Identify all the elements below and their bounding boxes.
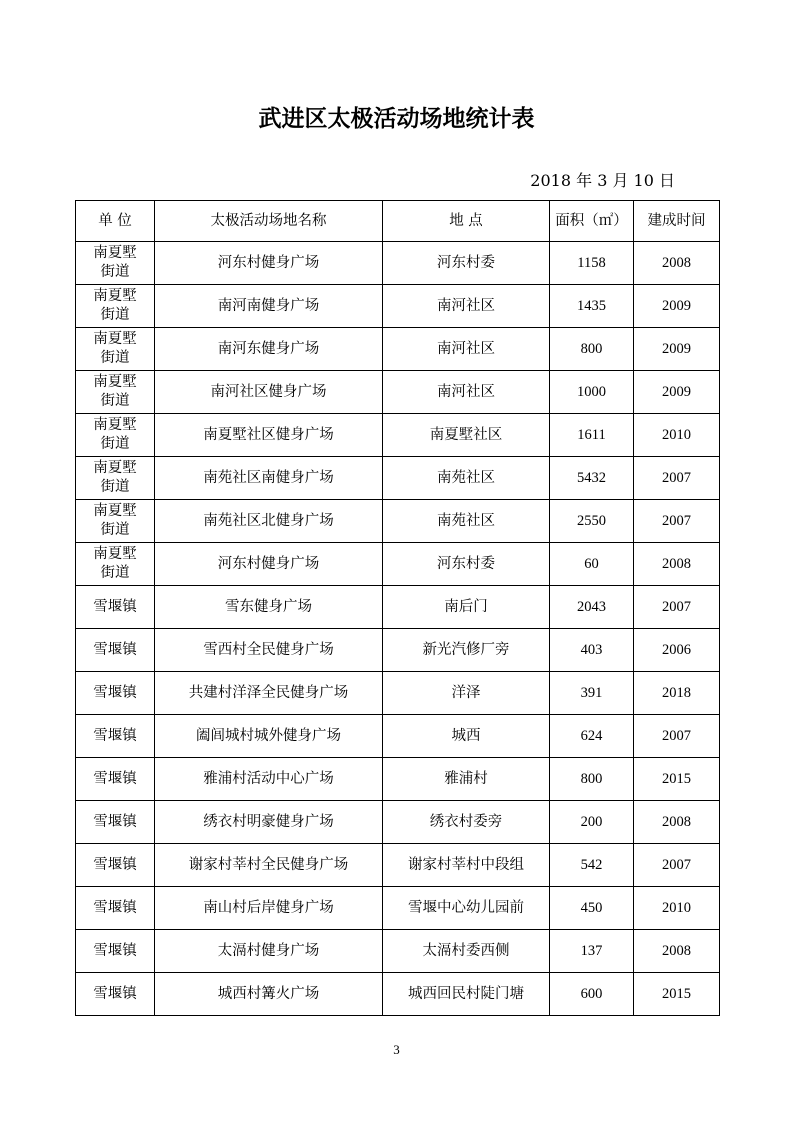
cell-built-year: 2018 <box>634 672 720 715</box>
cell-built-year: 2007 <box>634 500 720 543</box>
cell-venue-name: 南河南健身广场 <box>155 285 383 328</box>
cell-area: 542 <box>550 844 634 887</box>
table-row <box>76 801 720 844</box>
cell-location: 雅浦村 <box>383 758 550 801</box>
cell-area: 624 <box>550 715 634 758</box>
cell-unit: 南夏墅 街道 <box>76 457 155 500</box>
cell-built-year: 2007 <box>634 457 720 500</box>
cell-venue-name: 南苑社区南健身广场 <box>155 457 383 500</box>
cell-venue-name: 太滆村健身广场 <box>155 930 383 973</box>
table-row <box>76 371 720 414</box>
cell-venue-name: 南苑社区北健身广场 <box>155 500 383 543</box>
cell-venue-name: 雪西村全民健身广场 <box>155 629 383 672</box>
cell-venue-name: 南夏墅社区健身广场 <box>155 414 383 457</box>
cell-area: 2043 <box>550 586 634 629</box>
table-row <box>76 414 720 457</box>
cell-venue-name: 南河东健身广场 <box>155 328 383 371</box>
cell-location: 谢家村莘村中段组 <box>383 844 550 887</box>
cell-area: 2550 <box>550 500 634 543</box>
cell-unit: 雪堰镇 <box>76 715 155 758</box>
cell-location: 城西 <box>383 715 550 758</box>
table-row <box>76 758 720 801</box>
cell-built-year: 2015 <box>634 758 720 801</box>
cell-unit: 南夏墅 街道 <box>76 242 155 285</box>
cell-built-year: 2010 <box>634 887 720 930</box>
cell-location: 太滆村委西侧 <box>383 930 550 973</box>
table-row <box>76 844 720 887</box>
cell-area: 391 <box>550 672 634 715</box>
cell-built-year: 2015 <box>634 973 720 1016</box>
page-number: 3 <box>393 1042 400 1057</box>
cell-location: 新光汽修厂旁 <box>383 629 550 672</box>
cell-unit: 雪堰镇 <box>76 930 155 973</box>
cell-venue-name: 共建村洋泽全民健身广场 <box>155 672 383 715</box>
cell-unit: 南夏墅 街道 <box>76 285 155 328</box>
cell-unit: 南夏墅 街道 <box>76 414 155 457</box>
table-row <box>76 285 720 328</box>
cell-area: 137 <box>550 930 634 973</box>
cell-built-year: 2009 <box>634 328 720 371</box>
cell-location: 洋泽 <box>383 672 550 715</box>
cell-location: 绣衣村委旁 <box>383 801 550 844</box>
cell-unit: 南夏墅 街道 <box>76 328 155 371</box>
cell-area: 200 <box>550 801 634 844</box>
table-row <box>76 242 720 285</box>
cell-venue-name: 南河社区健身广场 <box>155 371 383 414</box>
cell-built-year: 2007 <box>634 844 720 887</box>
table-row <box>76 930 720 973</box>
cell-area: 1000 <box>550 371 634 414</box>
table-row <box>76 586 720 629</box>
cell-area: 600 <box>550 973 634 1016</box>
cell-unit: 雪堰镇 <box>76 801 155 844</box>
header-built-year: 建成时间 <box>634 201 720 242</box>
cell-venue-name: 南山村后岸健身广场 <box>155 887 383 930</box>
cell-location: 南后门 <box>383 586 550 629</box>
cell-built-year: 2007 <box>634 715 720 758</box>
cell-area: 1611 <box>550 414 634 457</box>
cell-built-year: 2010 <box>634 414 720 457</box>
header-location: 地 点 <box>383 201 550 242</box>
header-unit: 单 位 <box>76 201 155 242</box>
cell-built-year: 2007 <box>634 586 720 629</box>
cell-location: 南河社区 <box>383 328 550 371</box>
table-row <box>76 500 720 543</box>
cell-area: 800 <box>550 758 634 801</box>
cell-location: 南河社区 <box>383 285 550 328</box>
cell-area: 1435 <box>550 285 634 328</box>
cell-unit: 雪堰镇 <box>76 844 155 887</box>
cell-area: 403 <box>550 629 634 672</box>
cell-unit: 雪堰镇 <box>76 586 155 629</box>
cell-unit: 雪堰镇 <box>76 887 155 930</box>
table-row <box>76 328 720 371</box>
table-row <box>76 543 720 586</box>
cell-location: 城西回民村陡门塘 <box>383 973 550 1016</box>
table-row <box>76 715 720 758</box>
cell-venue-name: 河东村健身广场 <box>155 242 383 285</box>
cell-built-year: 2008 <box>634 242 720 285</box>
cell-location: 河东村委 <box>383 543 550 586</box>
cell-venue-name: 雅浦村活动中心广场 <box>155 758 383 801</box>
cell-unit: 雪堰镇 <box>76 973 155 1016</box>
cell-location: 南河社区 <box>383 371 550 414</box>
table-row <box>76 973 720 1016</box>
venue-table <box>75 200 720 1016</box>
report-date: 2018 年 3 月 10 日 <box>530 171 675 190</box>
cell-venue-name: 河东村健身广场 <box>155 543 383 586</box>
cell-venue-name: 城西村篝火广场 <box>155 973 383 1016</box>
page-title: 武进区太极活动场地统计表 <box>258 106 535 132</box>
cell-built-year: 2008 <box>634 801 720 844</box>
cell-built-year: 2009 <box>634 371 720 414</box>
header-area: 面积（㎡） <box>550 201 634 242</box>
cell-area: 1158 <box>550 242 634 285</box>
cell-venue-name: 雪东健身广场 <box>155 586 383 629</box>
cell-location: 南夏墅社区 <box>383 414 550 457</box>
cell-location: 雪堰中心幼儿园前 <box>383 887 550 930</box>
table-row <box>76 672 720 715</box>
table-row <box>76 887 720 930</box>
cell-unit: 南夏墅 街道 <box>76 543 155 586</box>
table-header-row <box>76 201 720 242</box>
cell-area: 60 <box>550 543 634 586</box>
cell-unit: 雪堰镇 <box>76 672 155 715</box>
cell-built-year: 2009 <box>634 285 720 328</box>
cell-unit: 雪堰镇 <box>76 758 155 801</box>
cell-venue-name: 谢家村莘村全民健身广场 <box>155 844 383 887</box>
cell-unit: 南夏墅 街道 <box>76 371 155 414</box>
cell-location: 河东村委 <box>383 242 550 285</box>
cell-built-year: 2008 <box>634 930 720 973</box>
cell-built-year: 2006 <box>634 629 720 672</box>
header-venue-name: 太极活动场地名称 <box>155 201 383 242</box>
cell-location: 南苑社区 <box>383 457 550 500</box>
cell-venue-name: 绣衣村明豪健身广场 <box>155 801 383 844</box>
cell-area: 450 <box>550 887 634 930</box>
cell-unit: 南夏墅 街道 <box>76 500 155 543</box>
cell-area: 800 <box>550 328 634 371</box>
cell-venue-name: 阖闾城村城外健身广场 <box>155 715 383 758</box>
cell-area: 5432 <box>550 457 634 500</box>
cell-location: 南苑社区 <box>383 500 550 543</box>
cell-unit: 雪堰镇 <box>76 629 155 672</box>
table-row <box>76 629 720 672</box>
cell-built-year: 2008 <box>634 543 720 586</box>
table-row <box>76 457 720 500</box>
